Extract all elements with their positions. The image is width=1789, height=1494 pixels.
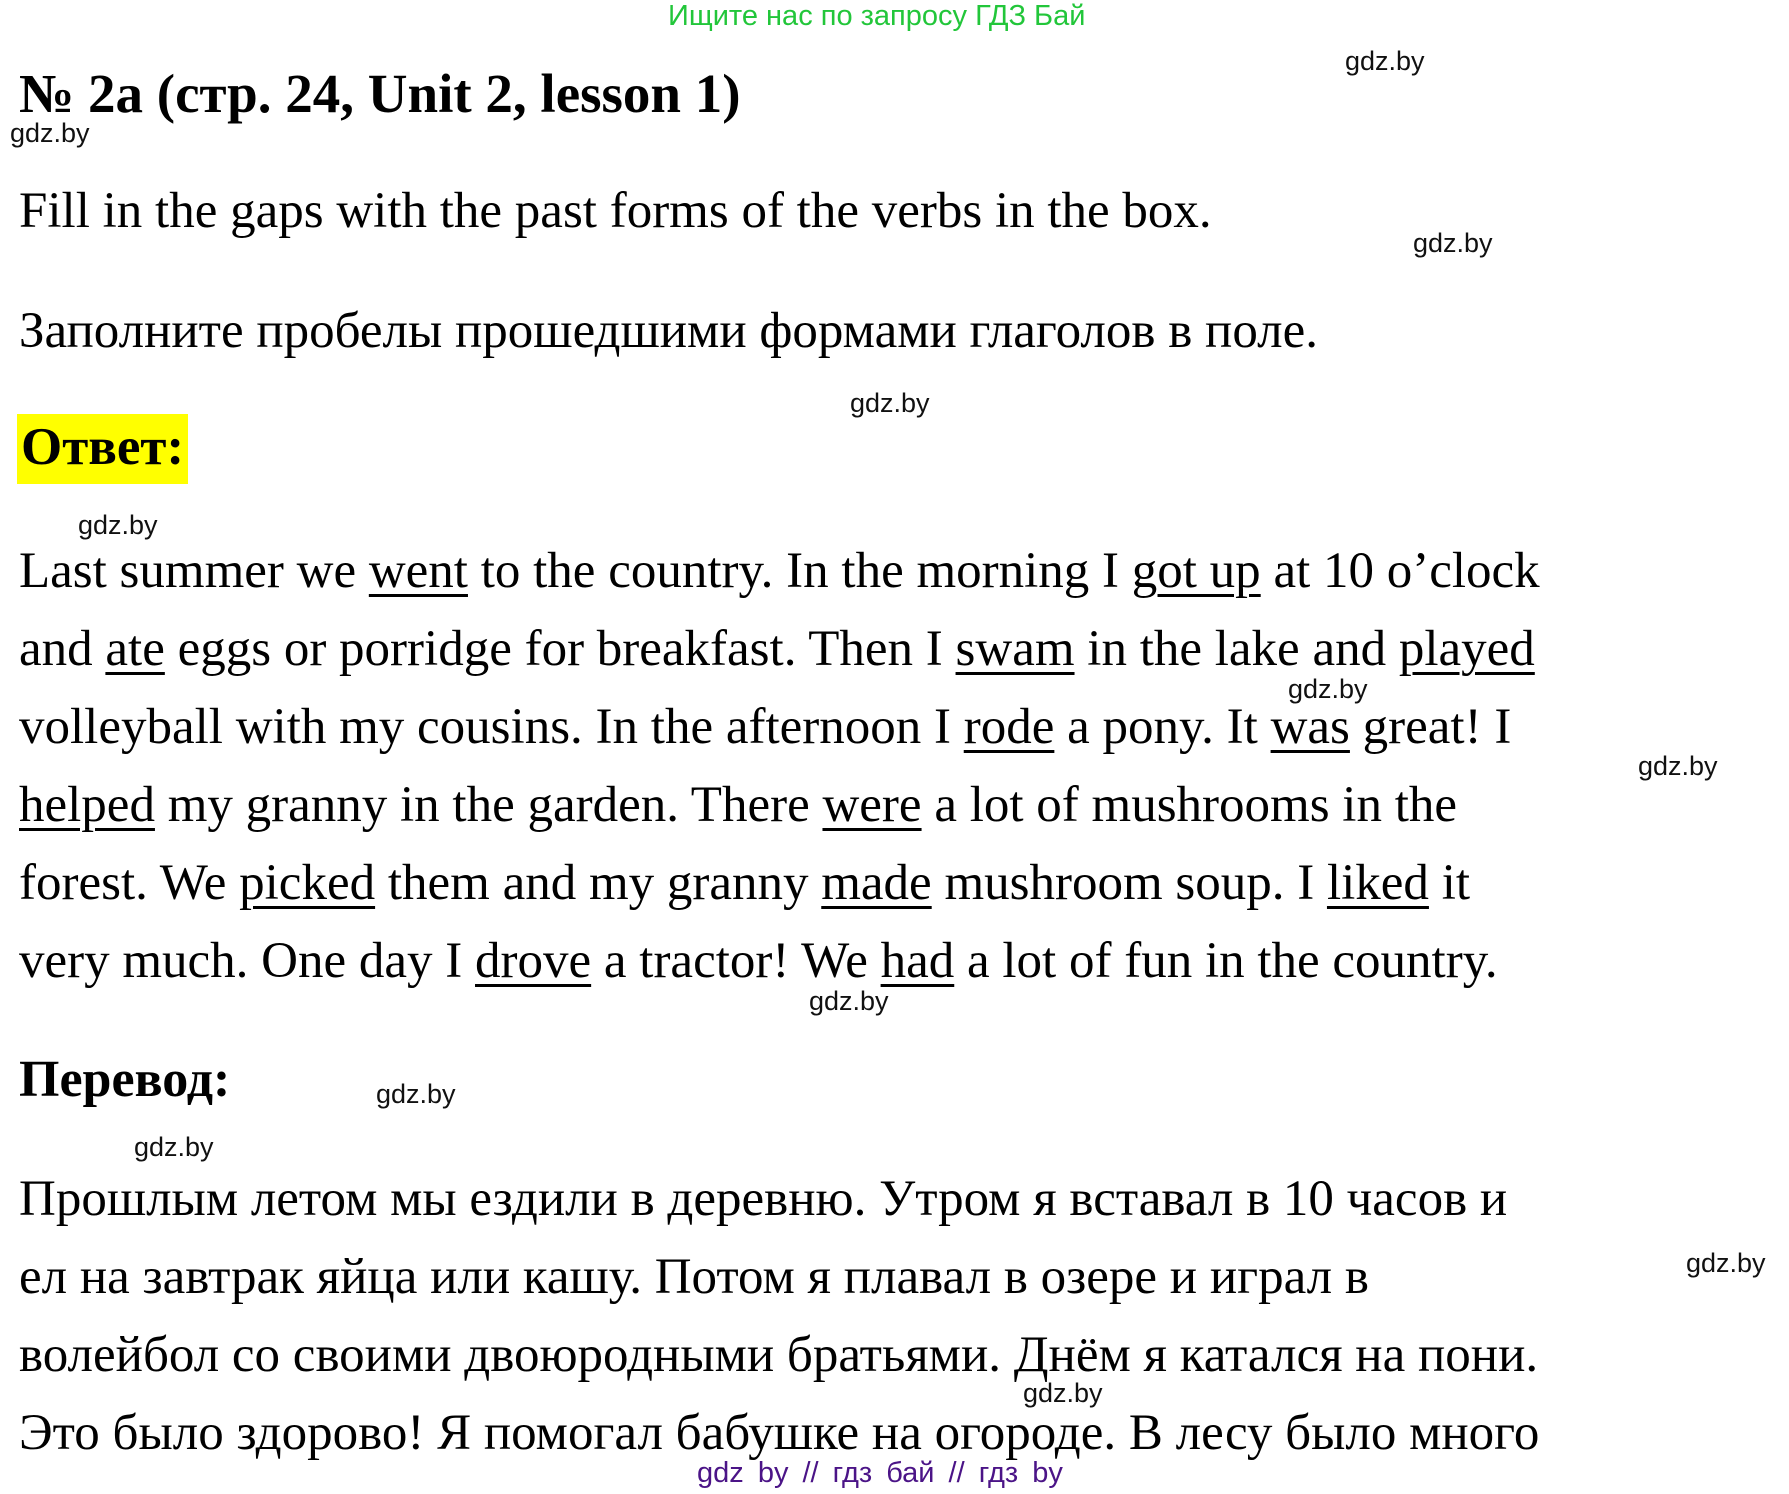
watermark: gdz.by: [1638, 751, 1718, 781]
text-segment: Last summer we: [19, 543, 369, 599]
watermark: gdz.by: [376, 1079, 456, 1109]
filled-verb: ate: [105, 621, 165, 677]
filled-verb: picked: [239, 855, 376, 911]
filled-verb: made: [821, 855, 932, 911]
instruction-english: Fill in the gaps with the past forms of the verbs in the box.: [19, 183, 1212, 239]
answer-line: [19, 844, 1540, 922]
watermark: gdz.by: [1288, 674, 1368, 704]
text-segment: volleyball with my cousins. In the afternoon I: [19, 699, 964, 755]
filled-verb: swam: [955, 621, 1075, 677]
translation-paragraph: [19, 1160, 1539, 1472]
translation-line: волейбол со своими двоюродными братьями. Днём я катался на пони.: [19, 1327, 1539, 1383]
watermark: gdz.by: [134, 1132, 214, 1162]
watermark: gdz.by: [10, 118, 90, 148]
filled-verb: drove: [475, 933, 592, 989]
text-segment: and: [19, 621, 106, 677]
translation-line: Это было здорово! Я помогал бабушке на огороде. В лесу было много: [19, 1405, 1540, 1461]
watermark: gdz.by: [1345, 46, 1425, 76]
text-segment: my granny in the garden. There: [154, 777, 823, 833]
filled-verb: got up: [1131, 543, 1261, 599]
text-segment: a lot of mushrooms in the: [921, 777, 1458, 833]
filled-verb: liked: [1326, 855, 1429, 911]
text-segment: great! I: [1349, 699, 1512, 755]
watermark: gdz.by: [1686, 1248, 1766, 1278]
text-segment: a tractor! We: [591, 933, 881, 989]
filled-verb: helped: [19, 777, 155, 833]
page-title: № 2а (стр. 24, Unit 2, lesson 1): [19, 63, 741, 124]
text-segment: in the lake and: [1074, 621, 1399, 677]
watermark: gdz.by: [809, 986, 889, 1016]
answer-paragraph: [19, 532, 1540, 1000]
text-segment: mushroom soup. I: [931, 855, 1327, 911]
answer-line: [19, 766, 1540, 844]
text-segment: eggs or porridge for breakfast. Then I: [164, 621, 956, 677]
filled-verb: played: [1398, 621, 1535, 677]
text-segment: a pony. It: [1054, 699, 1271, 755]
filled-verb: went: [368, 543, 468, 599]
watermark: gdz.by: [1413, 228, 1493, 258]
translation-label: Перевод:: [19, 1051, 231, 1108]
text-segment: a lot of fun in the country.: [954, 933, 1498, 989]
text-segment: it: [1428, 855, 1471, 911]
translation-line: ел на завтрак яйца или кашу. Потом я плавал в озере и играл в: [19, 1249, 1369, 1305]
filled-verb: rode: [963, 699, 1055, 755]
search-banner: Ищите нас по запросу ГДЗ Бай: [668, 0, 1086, 32]
text-segment: to the country. In the morning I: [467, 543, 1132, 599]
translation-line: Прошлым летом мы ездили в деревню. Утром я вставал в 10 часов и: [19, 1171, 1508, 1227]
watermark: gdz.by: [78, 510, 158, 540]
text-segment: very much. One day I: [19, 933, 476, 989]
answer-line: [19, 532, 1540, 610]
filled-verb: had: [880, 933, 955, 989]
answer-line: [19, 922, 1540, 1000]
footer-links: gdz by // гдз бай // гдз by: [697, 1457, 1063, 1489]
answer-label: Ответ:: [17, 414, 188, 484]
watermark: gdz.by: [1023, 1378, 1103, 1408]
filled-verb: was: [1270, 699, 1350, 755]
watermark: gdz.by: [850, 388, 930, 418]
instruction-russian: Заполните пробелы прошедшими формами глаголов в поле.: [19, 303, 1318, 359]
text-segment: forest. We: [19, 855, 240, 911]
text-segment: at 10 o’clock: [1260, 543, 1540, 599]
filled-verb: were: [822, 777, 922, 833]
text-segment: them and my granny: [375, 855, 822, 911]
